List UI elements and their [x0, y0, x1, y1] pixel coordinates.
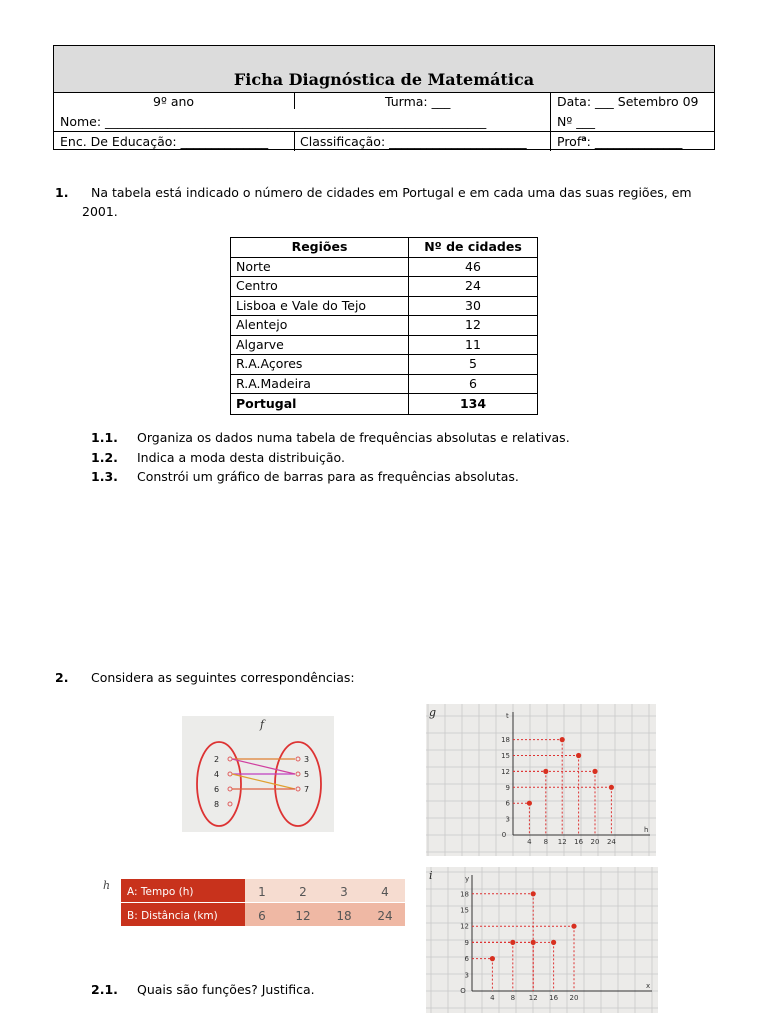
region-cell: Centro [231, 277, 409, 297]
codomain-point [296, 787, 300, 791]
y-tick-label: 12 [501, 767, 510, 776]
domain-point [228, 787, 232, 791]
mapping-arrow [232, 759, 295, 774]
region-cell: R.A.Açores [231, 355, 409, 375]
column-header-regions: Regiões [231, 238, 409, 258]
x-tick-label: 16 [574, 838, 584, 846]
subquestion-number: 1.3. [91, 469, 118, 484]
graph-label: i [429, 869, 433, 882]
subquestion-text: Organiza os dados numa tabela de frequências absolutas e relativas. [137, 430, 570, 445]
y-tick-label: 12 [460, 922, 469, 931]
data-point [576, 753, 581, 758]
y-axis-label: y [465, 875, 470, 883]
worksheet-title: Ficha Diagnóstica de Matemática [233, 70, 535, 89]
cities-table [230, 237, 538, 415]
date-field[interactable]: Data: ___ Setembro 09 [557, 94, 699, 109]
time-value: 2 [299, 885, 307, 899]
data-point [490, 956, 495, 961]
table-row [231, 335, 538, 355]
city-count-cell: 12 [409, 316, 538, 336]
question-2-number: 2. [55, 670, 69, 685]
region-cell: Algarve [231, 335, 409, 355]
y-tick-label: 18 [501, 736, 510, 745]
domain-value: 4 [214, 770, 220, 779]
data-point [609, 785, 614, 790]
teacher-blank: : ______________ [586, 134, 683, 150]
table-total-row [231, 394, 538, 415]
y-tick-label: 6 [505, 799, 510, 808]
city-count-cell: 46 [409, 257, 538, 277]
column-header-cities: Nº de cidades [409, 238, 538, 258]
subquestion-number: 1.2. [91, 450, 118, 465]
header-box [53, 45, 715, 150]
x-tick-label: 4 [527, 838, 532, 846]
x-tick-label: 20 [590, 838, 600, 846]
distance-value: 6 [258, 909, 266, 923]
header-col-divider [550, 93, 551, 151]
figure-h-table [102, 878, 405, 927]
data-point [543, 769, 548, 774]
time-value: 1 [258, 885, 266, 899]
city-count-cell: 11 [409, 335, 538, 355]
origin-label: 0 [501, 831, 507, 839]
table-row [231, 257, 538, 277]
x-tick-label: 24 [606, 838, 616, 846]
distance-value: 24 [377, 909, 393, 923]
x-tick-label: 8 [510, 994, 516, 1002]
graph-label: g [429, 706, 437, 719]
row-a-header: A: Tempo (h) [127, 886, 194, 898]
figure-h-label: h [103, 879, 111, 892]
y-tick-label: 15 [501, 752, 510, 760]
city-count-cell: 6 [409, 374, 538, 394]
x-tick-label: 20 [569, 994, 579, 1002]
codomain-ellipse [275, 742, 321, 826]
row-b-header: B: Distância (km) [127, 910, 218, 922]
distance-value: 12 [295, 909, 311, 923]
header-col-divider [294, 93, 295, 109]
region-cell: Lisboa e Vale do Tejo [231, 296, 409, 316]
domain-point [228, 802, 232, 806]
x-axis-label: h [644, 826, 649, 834]
number-field[interactable]: Nº ___ [557, 114, 595, 129]
question-2-text: Considera as seguintes correspondências: [91, 670, 355, 685]
x-tick-label: 16 [549, 994, 559, 1002]
figure-f-arrow-diagram [182, 716, 334, 832]
subquestion-text: Constrói um gráfico de barras para as frequências absolutas. [137, 469, 519, 484]
y-axis-label: t [506, 712, 509, 720]
region-cell: R.A.Madeira [231, 374, 409, 394]
data-point [510, 940, 515, 945]
table-header-row [231, 238, 538, 258]
turma-field[interactable]: Turma: ___ [385, 94, 451, 109]
origin-label: O [460, 987, 466, 995]
guardian-field[interactable]: Enc. De Educação: ______________ [60, 134, 269, 149]
data-point [551, 940, 556, 945]
question-1-text: Na tabela está indicado o número de cidades em Portugal e em cada uma das suas regiões, em [91, 185, 692, 200]
x-axis-label: x [646, 982, 651, 990]
data-point [571, 924, 576, 929]
y-tick-label: 3 [505, 815, 510, 824]
subquestion-number: 1.1. [91, 430, 118, 445]
header-col-divider [294, 131, 295, 151]
y-tick-label: 9 [464, 938, 469, 947]
teacher-superscript: a [581, 134, 587, 143]
x-tick-label: 12 [528, 994, 538, 1002]
domain-point [228, 772, 232, 776]
grade-field[interactable]: Classificação: ______________________ [300, 134, 527, 149]
codomain-point [296, 757, 300, 761]
data-point [527, 801, 532, 806]
table-row [231, 277, 538, 297]
header-row-divider [54, 131, 714, 132]
subquestion-2-1-number: 2.1. [91, 982, 118, 997]
city-count-cell: 30 [409, 296, 538, 316]
question-1-number: 1. [55, 185, 69, 200]
subquestion-text: Indica a moda desta distribuição. [137, 450, 345, 465]
data-point [531, 891, 536, 896]
distance-value: 18 [336, 909, 352, 923]
grade-label: 9º ano [153, 94, 195, 109]
question-1-text-cont: 2001. [82, 204, 118, 219]
data-point [592, 769, 597, 774]
domain-point [228, 757, 232, 761]
domain-value: 2 [214, 755, 220, 764]
x-tick-label: 4 [490, 994, 495, 1002]
data-point [560, 737, 565, 742]
domain-value: 6 [214, 785, 220, 794]
codomain-value: 7 [304, 785, 310, 794]
table-row [231, 316, 538, 336]
codomain-value: 5 [304, 770, 310, 779]
codomain-point [296, 772, 300, 776]
y-tick-label: 3 [464, 971, 469, 980]
y-tick-label: 15 [460, 906, 469, 915]
subquestion-2-1-text: Quais são funções? Justifica. [137, 982, 315, 997]
x-tick-label: 8 [543, 838, 549, 846]
data-point [531, 940, 536, 945]
total-count-cell: 134 [409, 394, 538, 415]
time-value: 3 [340, 885, 348, 899]
table-row [231, 296, 538, 316]
region-cell: Alentejo [231, 316, 409, 336]
domain-value: 8 [214, 800, 220, 809]
name-field[interactable]: Nome: _____________________________________________________________ [60, 114, 487, 129]
y-tick-label: 6 [464, 955, 469, 964]
table-row [231, 374, 538, 394]
figure-g-graph [426, 704, 656, 856]
teacher-label: Prof [557, 134, 582, 150]
total-label-cell: Portugal [231, 394, 409, 415]
time-value: 4 [381, 885, 389, 899]
y-tick-label: 9 [505, 783, 510, 792]
region-cell: Norte [231, 257, 409, 277]
y-tick-label: 18 [460, 890, 469, 899]
table-row [231, 355, 538, 375]
city-count-cell: 24 [409, 277, 538, 297]
figure-f-label: f [260, 718, 265, 731]
teacher-field[interactable] [557, 134, 682, 149]
x-tick-label: 12 [557, 838, 567, 846]
figure-i-graph [426, 867, 658, 1013]
city-count-cell: 5 [409, 355, 538, 375]
codomain-value: 3 [304, 755, 310, 764]
